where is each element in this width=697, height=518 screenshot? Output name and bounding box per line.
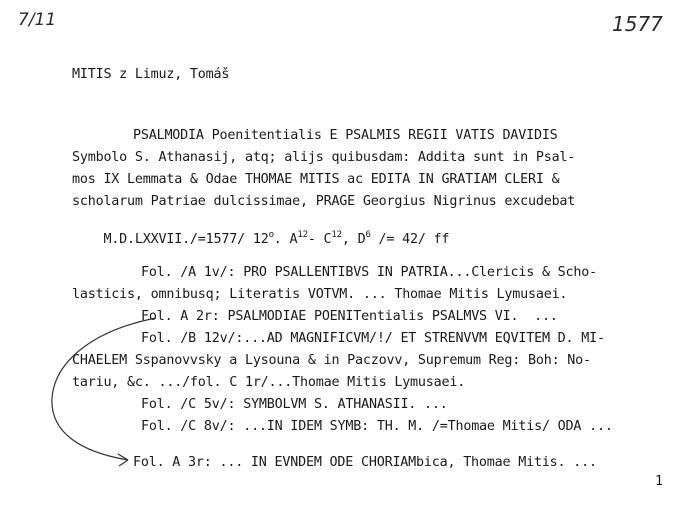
folio-line: Fol. /C 8v/: ...IN IDEM SYMB: TH. M. /=Thomae Mitis/ ODA ... bbox=[141, 419, 613, 434]
catalog-number: 1577 bbox=[612, 12, 663, 36]
folio-line: lasticis, omnibusq; Literatis VOTVM. ... Thomae Mitis Lymusaei. bbox=[72, 287, 568, 302]
author-heading: MITIS z Limuz, Tomáš bbox=[72, 67, 230, 82]
folio-line: tariu, &c. .../fol. C 1r/...Thomae Mitis Lymusaei. bbox=[72, 375, 466, 390]
folio-line: CHAELEM Sspanovvsky a Lysouna & in Paczovv, Supremum Reg: Boh: No- bbox=[72, 353, 591, 368]
folio-line: Fol. A 2r: PSALMODIAE POENITentialis PSALMVS VI. ... bbox=[141, 309, 558, 324]
title-line: mos IX Lemmata & Odae THOMAE MITIS ac EDITA IN GRATIAM CLERI & bbox=[72, 172, 560, 187]
folio-line: Fol. A 3r: ... IN EVNDEM ODE CHORIAMbica, Thomae Mitis. ... bbox=[133, 455, 597, 470]
folio-line: Fol. /A 1v/: PRO PSALLENTIBVS IN PATRIA...Clericis & Scho- bbox=[141, 265, 597, 280]
imprint-line: M.D.LXXVII./=1577/ 12$^o$. $A^{12}-$ $C^{12}$, $D^6 /= 42/$ ff bbox=[103, 230, 450, 247]
corner-shelfmark: 7/11 bbox=[18, 10, 57, 30]
page-number: 1 bbox=[655, 474, 663, 489]
title-line: Symbolo S. Athanasij, atq; alijs quibusdam: Addita sunt in Psal- bbox=[72, 150, 576, 165]
folio-line: Fol. /C 5v/: SYMBOLVM S. ATHANASII. ... bbox=[141, 397, 448, 412]
folio-line: Fol. /B 12v/:...AD MAGNIFICVM/!/ ET STRENVVM EQVITEM D. MI- bbox=[141, 331, 605, 346]
title-line: scholarum Patriae dulcissimae, PRAGE Georgius Nigrinus excudebat bbox=[72, 194, 576, 209]
title-line: PSALMODIA Poenitentialis E PSALMIS REGII VATIS DAVIDIS bbox=[133, 128, 558, 143]
